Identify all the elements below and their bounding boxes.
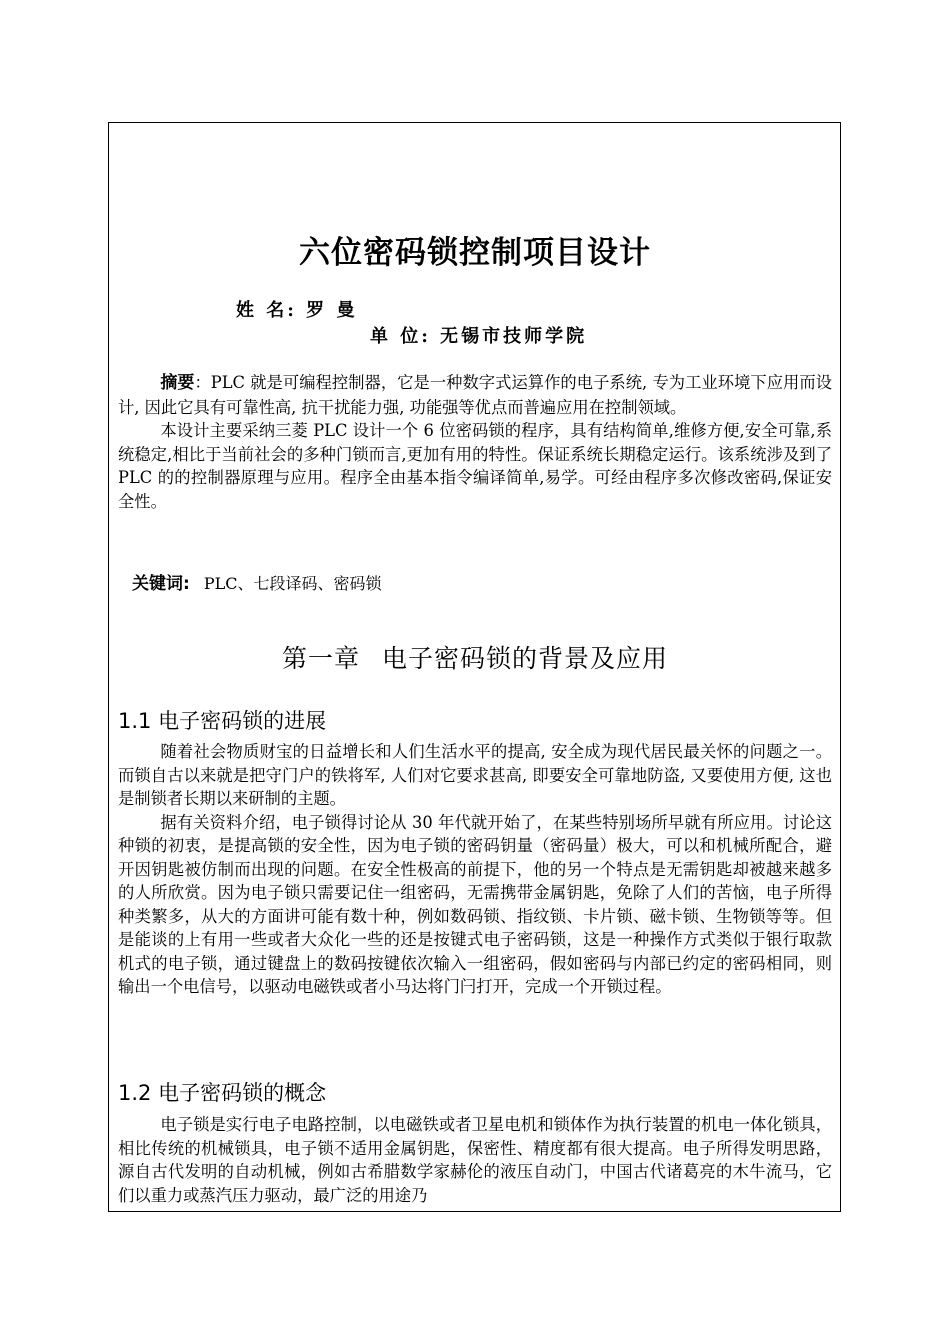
chapter-heading xyxy=(118,639,832,675)
unit-line: 单 位: 无锡市技师学院 xyxy=(370,326,588,347)
section-1-1-paragraph-2: 据有关资料介绍，电子锁得讨论从 30 年代就开始了，在某些特别场所早就有所应用。讨论这种锁的初衷，是提高锁的安全性，因为电子锁的密码钥量（密码量）极大，可以和机械所配合，避开因钥匙被仿制而出现的问题。在安全性极高的前提下，他的另一个特点是无需钥匙却被越来越多的人所欣赏。因为电子锁只需要记住一组密码，无需携带金属钥匙，免除了人们的苦恼，电子所得种类繁多，从大的方面讲可能有数十种，例如数码锁、指纹锁、卡片锁、磁卡锁、生物锁等等。但是能谈的上有用一些或者大众化一些的还是按键式电子密码锁，这是一种操作方式类似于银行取款机式的电子锁，通过键盘上的数码按键依次输入一组密码，假如密码与内部已约定的密码相同，则输出一个电信号，以驱动电磁铁或者小马达将门闩打开，完成一个开锁过程。 xyxy=(118,812,832,996)
section-body-1-2 xyxy=(118,1113,832,1207)
abstract-paragraph-1 xyxy=(118,371,832,419)
abstract-block xyxy=(118,371,832,513)
section-1-1-paragraph-1: 随着社会物质财宝的日益增长和人们生活水平的提高, 安全成为现代居民最关怀的问题之一。而锁自古以来就是把守门户的铁将军, 人们对它要求甚高, 即要安全可靠地防盗, 又要使用方便, 这也是制锁者长期以来研制的主题。 xyxy=(118,742,832,808)
chapter-number: 第一章 xyxy=(281,644,360,673)
author-line: 姓 名: 罗 曼 xyxy=(236,300,358,321)
keywords-heading: 关键词: xyxy=(132,574,190,594)
chapter-title: 电子密码锁的背景及应用 xyxy=(382,644,669,673)
section-1-2-paragraph-1: 电子锁是实行电子电路控制，以电磁铁或者卫星电机和锁体作为执行装置的机电一体化锁具，相比传统的机械锁具，电子锁不适用金属钥匙，保密性、精度都有很大提高。电子所得发明思路，源自古代发明的自动机械，例如古希腊数学家赫伦的液压自动门，中国古代诸葛亮的木牛流马，它们以重力或蒸汽压力驱动，最广泛的用途乃 xyxy=(118,1115,832,1205)
document-title: 六位密码锁控制项目设计 xyxy=(299,235,651,271)
document-frame xyxy=(108,122,841,1212)
keywords-text: PLC、七段译码、密码锁 xyxy=(203,574,382,593)
keywords-line xyxy=(132,569,381,594)
section-heading-1-1: 1.1 电子密码锁的进展 xyxy=(118,709,327,733)
section-heading-1-2: 1.2 电子密码锁的概念 xyxy=(118,1081,327,1105)
abstract-heading: 摘要 xyxy=(160,373,195,393)
abstract-text-1: ：PLC 就是可编程控制器，它是一种数字式运算作的电子系统, 专为工业环境下应用而设计, 因此它具有可靠性高, 抗干扰能力强, 功能强等优点而普遍应用在控制领域。 xyxy=(118,373,832,417)
abstract-paragraph-2: 本设计主要采纳三菱 PLC 设计一个 6 位密码锁的程序，具有结构简单,维修方便,安全可靠,系统稳定,相比于当前社会的多种门锁而言,更加有用的特性。保证系统长期稳定运行。该系统涉及到了 PLC 的的控制器原理与应用。程序全由基本指令编译简单,易学。可经由程序多次修改密码,保证安全性。 xyxy=(118,421,832,511)
section-body-1-1 xyxy=(118,740,832,999)
